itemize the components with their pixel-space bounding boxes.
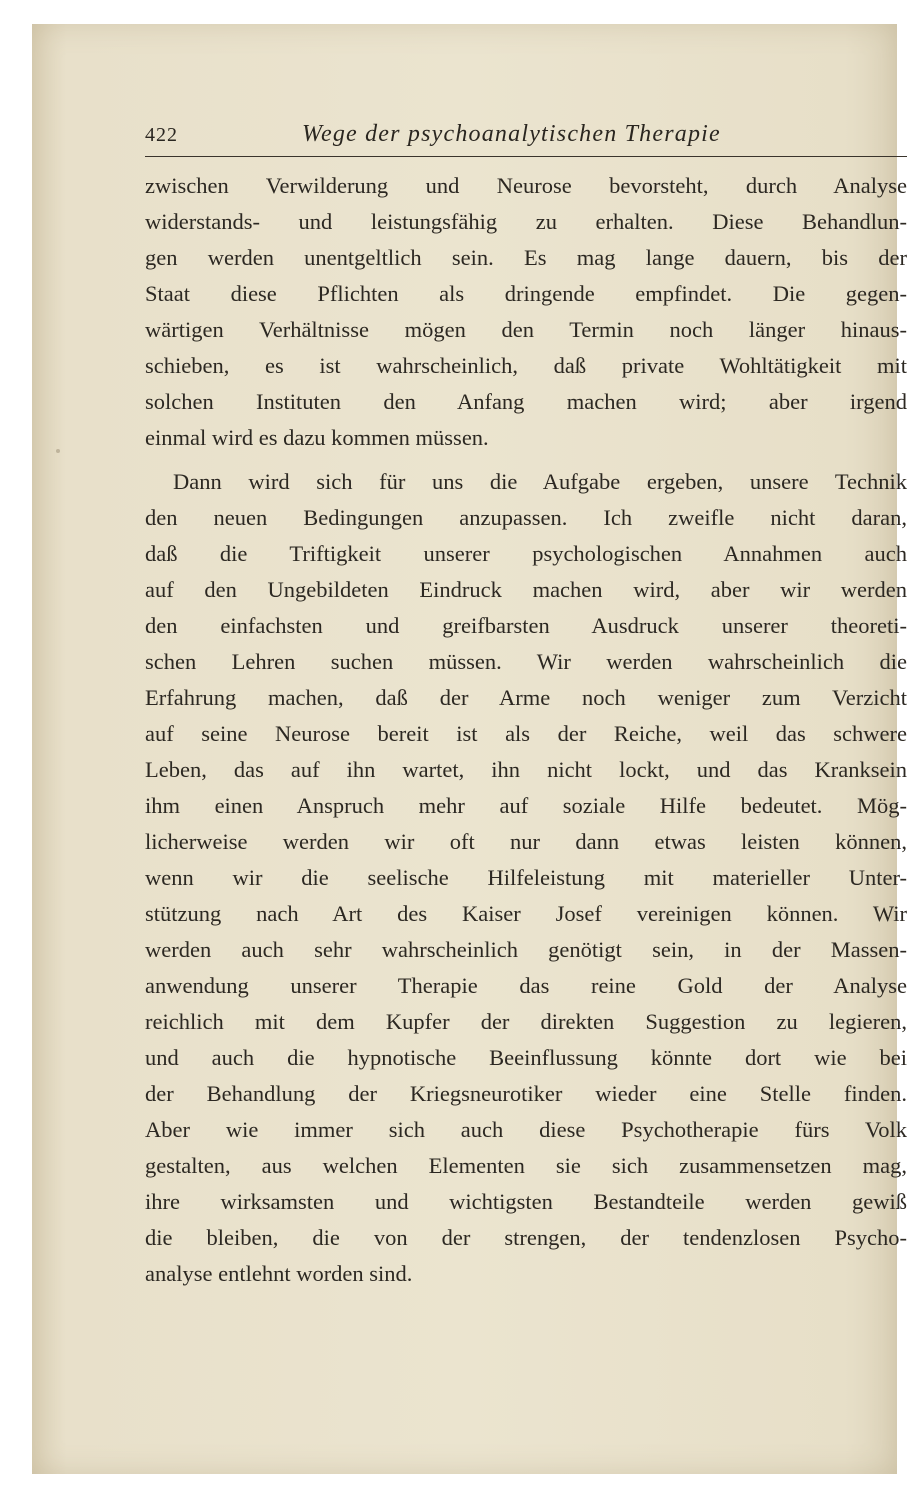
text-line: wenn wir die seelische Hilfeleistung mit materieller Unter- — [145, 865, 907, 890]
text-line: Dann wird sich für uns die Aufgabe ergeben, unsere Technik — [173, 469, 907, 494]
book-page — [32, 24, 907, 1474]
text-line: Staat diese Pflichten als dringende empfindet. Die gegen- — [145, 281, 907, 306]
text-line: Leben, das auf ihn wartet, ihn nicht lockt, und das Kranksein — [145, 757, 907, 782]
text-line: wärtigen Verhältnisse mögen den Termin noch länger hinaus- — [145, 317, 907, 342]
text-line: widerstands- und leistungsfähig zu erhalten. Diese Behandlun- — [145, 209, 907, 234]
text-line: auf den Ungebildeten Eindruck machen wird, aber wir werden — [145, 577, 907, 602]
text-line: schen Lehren suchen müssen. Wir werden wahrscheinlich die — [145, 649, 907, 674]
text-line: zwischen Verwilderung und Neurose bevorsteht, durch Analyse — [145, 173, 907, 198]
running-title: Wege der psychoanalytischen Therapie — [302, 121, 721, 147]
text-line: analyse entlehnt worden sind. — [145, 1261, 413, 1286]
text-line: daß die Triftigkeit unserer psychologischen Annahmen auch — [145, 541, 907, 566]
text-line: anwendung unserer Therapie das reine Gold der Analyse — [145, 973, 907, 998]
text-line: schieben, es ist wahrscheinlich, daß private Wohltätigkeit mit — [145, 353, 907, 378]
text-line: Erfahrung machen, daß der Arme noch weniger zum Verzicht — [145, 685, 907, 710]
text-line: gestalten, aus welchen Elementen sie sich zusammensetzen mag, — [145, 1153, 907, 1178]
text-line: der Behandlung der Kriegsneurotiker wieder eine Stelle finden. — [145, 1081, 907, 1106]
text-line: die bleiben, die von der strengen, der tendenzlosen Psycho- — [145, 1225, 907, 1250]
text-line: werden auch sehr wahrscheinlich genötigt sein, in der Massen- — [145, 937, 907, 962]
text-line: licherweise werden wir oft nur dann etwas leisten können, — [145, 829, 907, 854]
text-line: Aber wie immer sich auch diese Psychotherapie fürs Volk — [145, 1117, 907, 1142]
text-line: solchen Instituten den Anfang machen wird; aber irgend — [145, 389, 907, 414]
text-line: den neuen Bedingungen anzupassen. Ich zweifle nicht daran, — [145, 505, 907, 530]
text-line: ihre wirksamsten und wichtigsten Bestandteile werden gewiß — [145, 1189, 907, 1214]
text-line: stützung nach Art des Kaiser Josef vereinigen können. Wir — [145, 901, 907, 926]
text-line: den einfachsten und greifbarsten Ausdruck unserer theoreti- — [145, 613, 907, 638]
text-line: und auch die hypnotische Beeinflussung könnte dort wie bei — [145, 1045, 907, 1070]
text-line: auf seine Neurose bereit ist als der Reiche, weil das schwere — [145, 721, 907, 746]
text-line: einmal wird es dazu kommen müssen. — [145, 425, 489, 450]
page-header — [145, 116, 907, 157]
text-line: gen werden unentgeltlich sein. Es mag lange dauern, bis der — [145, 245, 907, 270]
page-number: 422 — [145, 124, 178, 146]
text-line: reichlich mit dem Kupfer der direkten Suggestion zu legieren, — [145, 1009, 907, 1034]
text-line: ihm einen Anspruch mehr auf soziale Hilfe bedeutet. Mög- — [145, 793, 907, 818]
page-speck — [56, 449, 60, 453]
